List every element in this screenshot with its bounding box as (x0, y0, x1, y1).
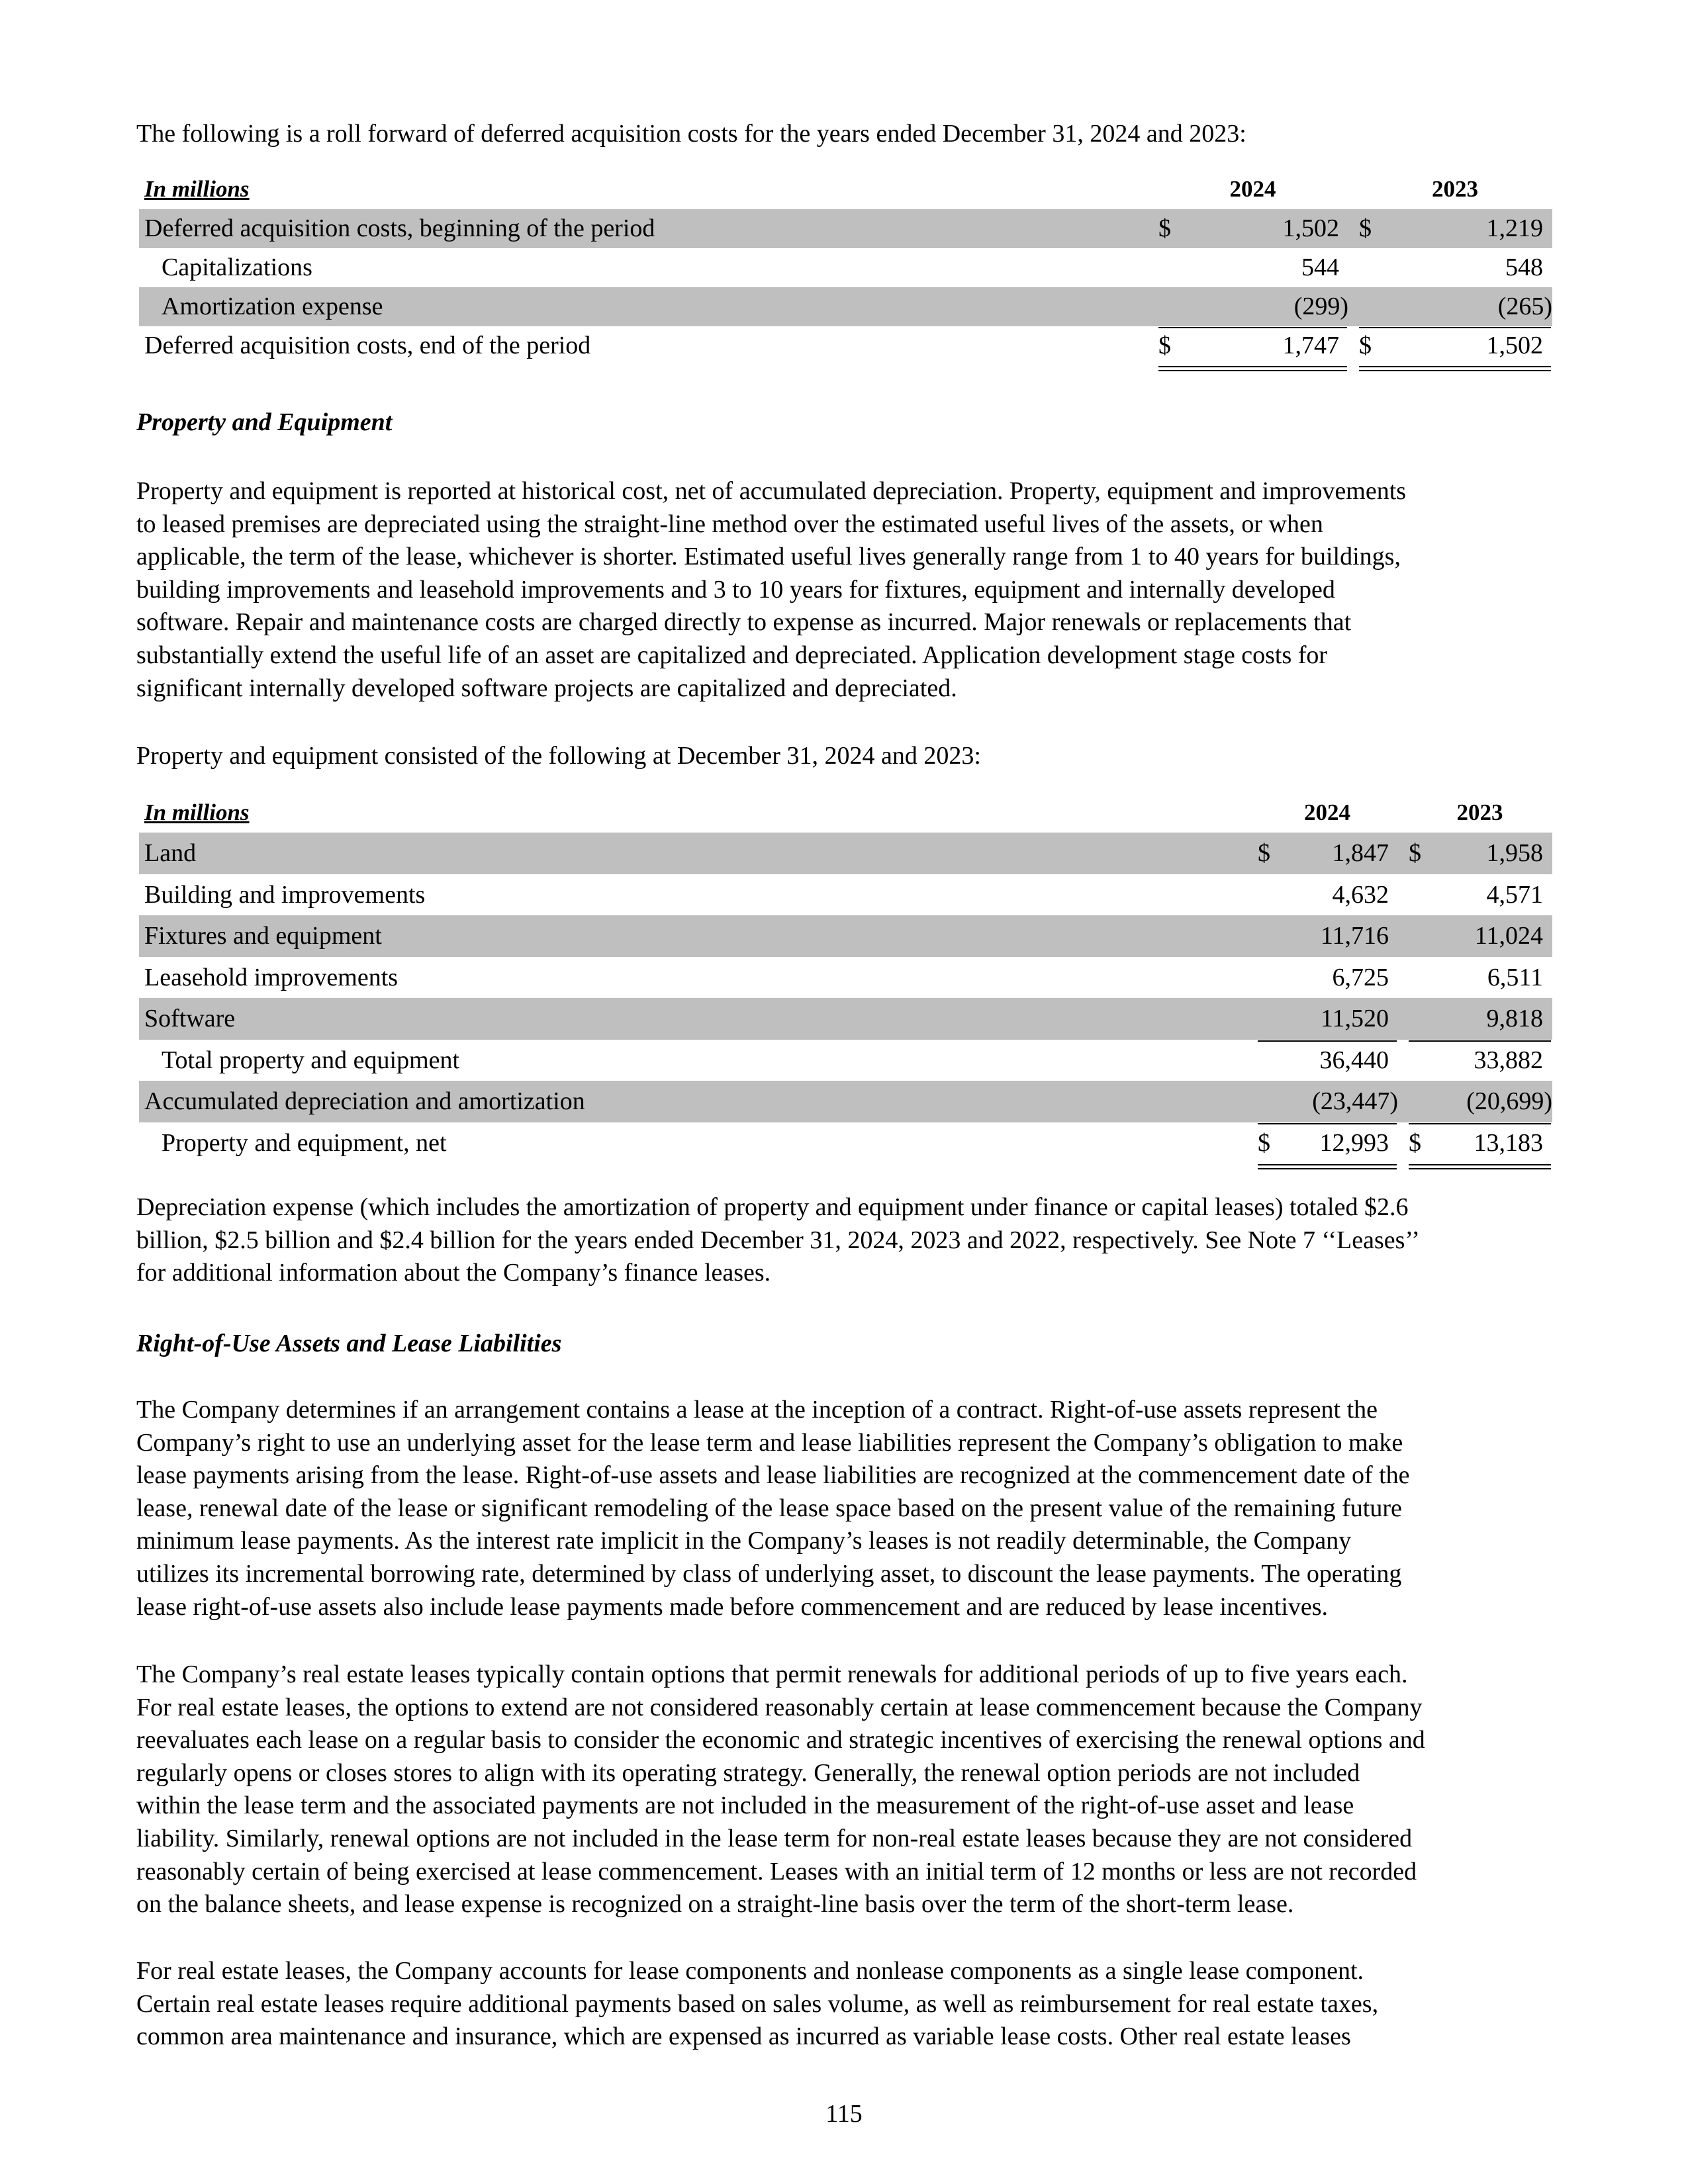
property-equipment-table (139, 798, 1552, 1169)
value-cell (1409, 1081, 1551, 1122)
heading-property-and-equipment: Property and Equipment (136, 408, 393, 436)
value-number: 1,747 (1282, 332, 1339, 359)
row-label: Building and improvements (144, 880, 426, 909)
year-header: 2023 (1432, 176, 1478, 202)
value-number: 1,847 (1332, 839, 1389, 867)
value-cell (1409, 1122, 1551, 1164)
value-number: 33,882 (1474, 1046, 1543, 1074)
text-line: on the balance sheets, and lease expense is recognized on a straight-line basis over the term of the short-term lease. (136, 1890, 1294, 1919)
text-line: Depreciation expense (which includes the amortization of property and equipment under finance or capital leases) totaled $2.6 (136, 1193, 1409, 1221)
text-line: substantially extend the useful life of an asset are capitalized and depreciated. Application development stage costs for (136, 641, 1328, 669)
table-header (139, 175, 1552, 205)
text-line: reasonably certain of being exercised at lease commencement. Leases with an initial term of 12 months or less are not recorded (136, 1857, 1417, 1886)
value-number: 12,993 (1319, 1128, 1389, 1157)
double-underline (1359, 366, 1551, 371)
table-row (139, 998, 1552, 1040)
text-line: The Company determines if an arrangement contains a lease at the inception of a contract. Right-of-use assets represent the (136, 1396, 1378, 1424)
value-number: 4,632 (1332, 880, 1389, 909)
rou-paragraph-2 (136, 1659, 1553, 1921)
text-line: lease right-of-use assets also include lease payments made before commencement and are reduced by lease incentives. (136, 1592, 1329, 1621)
value-cell (1409, 874, 1551, 916)
value-number: 1,958 (1486, 839, 1543, 867)
text-line: For real estate leases, the Company accounts for lease components and nonlease components as a single lease component. (136, 1957, 1364, 1985)
value-number: (265) (1497, 293, 1552, 320)
value-cell (1409, 1040, 1551, 1081)
double-underline (1258, 1164, 1397, 1169)
year-header: 2024 (1229, 176, 1276, 202)
value-number: 4,571 (1486, 880, 1543, 909)
value-cell (1258, 833, 1397, 874)
value-cell (1258, 1081, 1397, 1122)
value-number: 13,183 (1474, 1128, 1543, 1157)
text-line: regularly opens or closes stores to align with its operating strategy. Generally, the renewal option periods are not included (136, 1758, 1360, 1787)
property-paragraph (136, 475, 1553, 705)
value-cell (1158, 209, 1347, 248)
value-number: 6,725 (1332, 963, 1389, 991)
table-row (139, 957, 1552, 999)
table-row (139, 1122, 1552, 1164)
text-line: within the lease term and the associated payments are not included in the measurement of the right-of-use asset and lease (136, 1792, 1354, 1820)
rou-paragraph-1 (136, 1394, 1553, 1623)
table-row (139, 1081, 1552, 1122)
depreciation-paragraph (136, 1191, 1553, 1290)
text-line: Certain real estate leases require additional payments based on sales volume, as well as reimbursement for real estate taxes, (136, 1989, 1379, 2018)
value-number: 1,219 (1486, 214, 1543, 242)
text-line: lease, renewal date of the lease or significant remodeling of the lease space based on the present value of the remaining future (136, 1494, 1402, 1522)
currency-symbol: $ (1359, 332, 1372, 359)
row-label: Total property and equipment (162, 1046, 460, 1074)
value-cell (1359, 326, 1551, 365)
text-line: reevaluates each lease on a regular basis to consider the economic and strategic incentives of exercising the renewal options and (136, 1726, 1425, 1754)
intro-property-table-text: Property and equipment consisted of the following at December 31, 2024 and 2023: (136, 742, 981, 770)
value-number: 544 (1301, 253, 1339, 281)
text-line: Property and equipment is reported at historical cost, net of accumulated depreciation. Property, equipment and improvements (136, 477, 1407, 505)
table-row (139, 287, 1552, 326)
text-line: significant internally developed software projects are capitalized and depreciated. (136, 674, 957, 702)
value-cell (1258, 874, 1397, 916)
text-line: common area maintenance and insurance, which are expensed as incurred as variable lease costs. Other real estate leases (136, 2023, 1351, 2051)
table-row (139, 874, 1552, 916)
table-row (139, 248, 1552, 287)
row-label: Software (144, 1005, 236, 1032)
currency-symbol: $ (1158, 214, 1171, 242)
value-number: 36,440 (1319, 1046, 1389, 1074)
value-cell (1258, 998, 1397, 1040)
heading-right-of-use-assets: Right-of-Use Assets and Lease Liabilities (136, 1330, 562, 1357)
table-row (139, 915, 1552, 957)
value-number: 11,520 (1320, 1005, 1389, 1032)
table-header (139, 798, 1552, 829)
text-line: lease payments arising from the lease. Right-of-use assets and lease liabilities are recognized at the commencement date of the (136, 1461, 1410, 1490)
value-cell (1258, 915, 1397, 957)
year-header: 2023 (1456, 799, 1503, 825)
value-cell (1158, 326, 1347, 365)
value-number: (23,447) (1312, 1087, 1398, 1115)
row-label: Land (144, 839, 197, 867)
text-line: for additional information about the Company’s finance leases. (136, 1259, 771, 1287)
currency-symbol: $ (1409, 1128, 1421, 1157)
value-cell (1359, 287, 1551, 326)
table-row (139, 833, 1552, 874)
currency-symbol: $ (1258, 1128, 1270, 1157)
text-line: applicable, the term of the lease, whichever is shorter. Estimated useful lives generally range from 1 to 40 years for buildings, (136, 543, 1401, 571)
text-line: minimum lease payments. As the interest rate implicit in the Company’s leases is not readily determinable, the Company (136, 1527, 1352, 1555)
value-number: (20,699) (1466, 1087, 1552, 1115)
value-cell (1359, 248, 1551, 287)
value-cell (1158, 287, 1347, 326)
text-line: to leased premises are depreciated using the straight-line method over the estimated useful lives of the assets, or when (136, 510, 1323, 538)
row-label: Accumulated depreciation and amortization (144, 1087, 585, 1115)
intro-dac-text: The following is a roll forward of deferred acquisition costs for the years ended December 31, 2024 and 2023: (136, 120, 1246, 148)
year-header: 2024 (1304, 799, 1350, 825)
value-cell (1409, 833, 1551, 874)
row-label: Property and equipment, net (162, 1128, 447, 1157)
value-cell (1258, 1122, 1397, 1164)
text-line: Company’s right to use an underlying asset for the lease term and lease liabilities represent the Company’s obligation to make (136, 1428, 1403, 1457)
currency-symbol: $ (1359, 214, 1372, 242)
value-cell (1158, 248, 1347, 287)
value-cell (1409, 915, 1551, 957)
currency-symbol: $ (1409, 839, 1421, 867)
value-number: 11,716 (1320, 922, 1389, 950)
text-line: billion, $2.5 billion and $2.4 billion for the years ended December 31, 2024, 2023 and 2022, respectively. See Note 7 ‘‘Leases’’ (136, 1226, 1420, 1254)
table-row (139, 326, 1552, 365)
value-number: 11,024 (1474, 922, 1543, 950)
value-cell (1409, 998, 1551, 1040)
text-line: software. Repair and maintenance costs are charged directly to expense as incurred. Major renewals or replacements that (136, 608, 1352, 637)
value-number: (299) (1293, 293, 1348, 320)
text-line: utilizes its incremental borrowing rate, determined by class of underlying asset, to discount the lease payments. The operating (136, 1559, 1402, 1588)
row-label: Amortization expense (162, 293, 383, 320)
value-number: 1,502 (1282, 214, 1339, 242)
double-underline (1158, 366, 1347, 371)
value-number: 9,818 (1486, 1005, 1543, 1032)
rou-paragraph-3 (136, 1955, 1553, 2054)
text-line: The Company’s real estate leases typically contain options that permit renewals for additional periods of up to five years each. (136, 1661, 1408, 1688)
value-cell (1258, 1040, 1397, 1081)
value-number: 548 (1505, 253, 1543, 281)
currency-symbol: $ (1258, 839, 1270, 867)
value-cell (1409, 957, 1551, 999)
row-label: Deferred acquisition costs, beginning of the period (144, 214, 655, 242)
unit-label: In millions (144, 176, 250, 202)
table-row (139, 1040, 1552, 1081)
double-underline (1409, 1164, 1551, 1169)
value-cell (1359, 209, 1551, 248)
unit-label: In millions (144, 799, 250, 825)
dac-rollforward-table (139, 175, 1552, 371)
text-line: liability. Similarly, renewal options are not included in the lease term for non-real estate leases because they are not considered (136, 1824, 1413, 1852)
value-number: 1,502 (1486, 332, 1543, 359)
row-label: Fixtures and equipment (144, 922, 382, 950)
text-line: building improvements and leasehold improvements and 3 to 10 years for fixtures, equipment and internally developed (136, 575, 1335, 604)
value-number: 6,511 (1487, 963, 1543, 991)
currency-symbol: $ (1158, 332, 1171, 359)
row-label: Capitalizations (162, 253, 312, 281)
row-label: Leasehold improvements (144, 963, 399, 991)
row-label: Deferred acquisition costs, end of the period (144, 332, 591, 359)
table-row (139, 209, 1552, 248)
page-number: 115 (825, 2100, 863, 2128)
value-cell (1258, 957, 1397, 999)
text-line: For real estate leases, the options to extend are not considered reasonably certain at lease commencement because the Company (136, 1693, 1423, 1721)
